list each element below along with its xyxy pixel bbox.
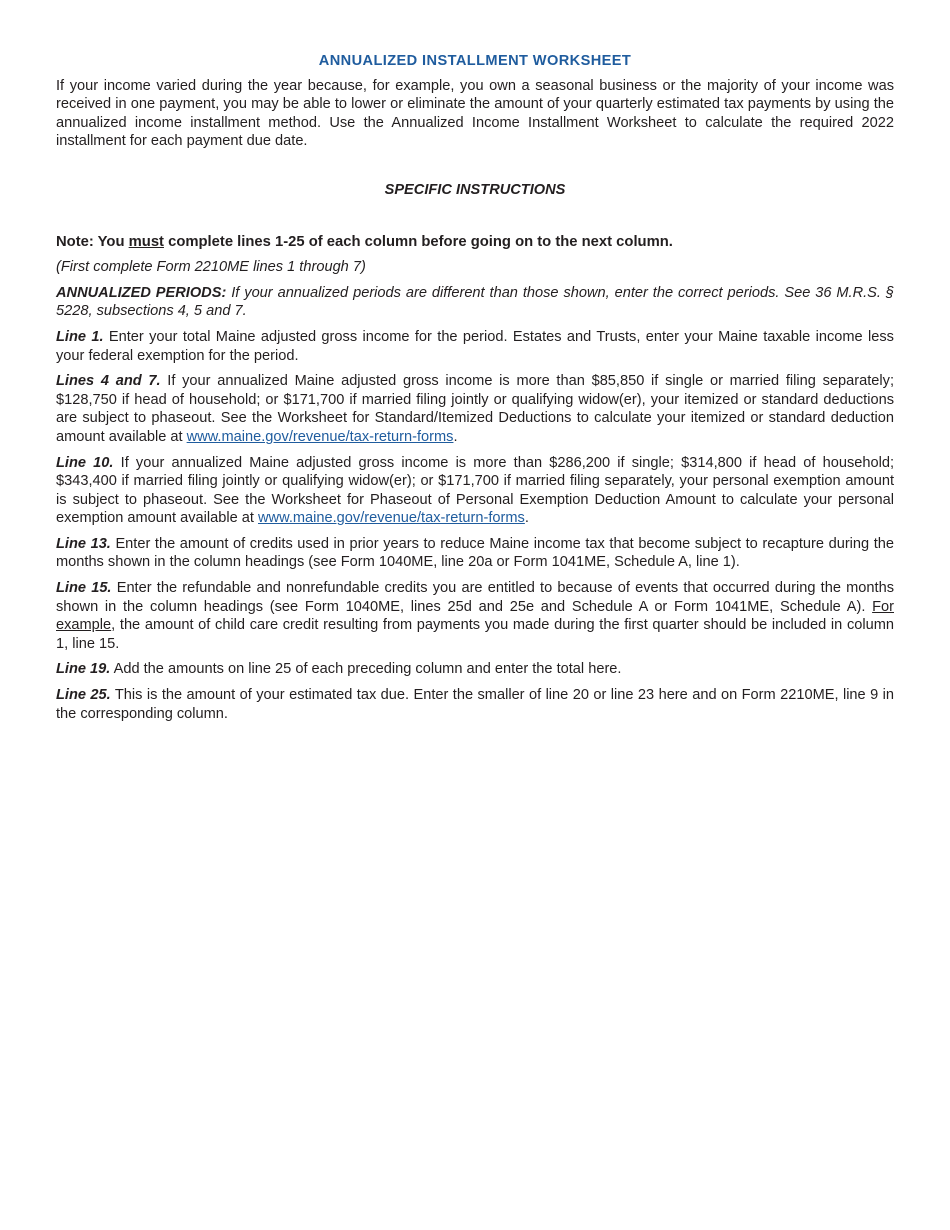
lines-4-7-period: . xyxy=(453,428,458,445)
lines-4-7-paragraph xyxy=(56,372,894,446)
annualized-periods-text: If your annualized periods are different than those shown, enter the correct periods. See 36 M.R.S. § 5228, subsections 4, 5 and 7. xyxy=(56,284,895,320)
line-13-text: Enter the amount of credits used in prior years to reduce Maine income tax that become subject to recapture during the months shown in the column headings (see Form 1040ME, line 20a or Form 1041ME, Schedule A, line 1). xyxy=(56,535,895,571)
line-13-label: Line 13. xyxy=(56,535,111,552)
note-emphasis: must xyxy=(128,233,164,250)
line-19-text: Add the amounts on line 25 of each preceding column and enter the total here. xyxy=(110,661,622,678)
line-1-label: Line 1. xyxy=(56,328,104,345)
line-13-paragraph xyxy=(56,535,894,572)
line-1-paragraph xyxy=(56,328,894,365)
note-text: Note: You xyxy=(56,233,129,250)
lines-4-7-text: If your annualized Maine adjusted gross income is more than $85,850 if single or married filing separately; $128,750 if head of household; or $171,700 if married filing jointly or qualifying widow(er), your itemized or standard deductions are subject to phaseout. See the Worksheet for Standard/Itemized Deductions to calculate your itemized or standard deduction amount available at xyxy=(56,373,894,445)
line-25-label: Line 25. xyxy=(56,687,111,704)
line-15-label: Line 15. xyxy=(56,580,112,597)
annualized-periods-label: ANNUALIZED PERIODS: xyxy=(56,284,227,301)
line-15-text: Enter the refundable and nonrefundable credits you are entitled to because of events that occurred during the months shown in the column headings (see Form 1040ME, lines 25d and 25e and Schedule A or Form 1041ME, Schedule A). xyxy=(56,580,894,615)
line-19-label: Line 19. xyxy=(56,661,111,678)
line-25-text: This is the amount of your estimated tax due. Enter the smaller of line 20 or line 23 here and on Form 2210ME, line 9 in the corresponding column. xyxy=(56,687,894,722)
note-paragraph xyxy=(56,233,894,252)
tax-forms-link[interactable]: www.maine.gov/revenue/tax-return-forms xyxy=(258,510,525,527)
annualized-periods-paragraph xyxy=(56,284,894,321)
line-15-text-end: , the amount of child care credit resulting from payments you made during the first quarter should be included in column 1, line 15. xyxy=(56,617,894,652)
section-heading: SPECIFIC INSTRUCTIONS xyxy=(384,181,566,198)
intro-paragraph: If your income varied during the year because, for example, you own a seasonal business or the majority of your income was received in one payment, you may be able to lower or eliminate the amount of your quarterly estimated tax payments by using the annualized income installment method. Use the Annualized Income Installment Worksheet to calculate the required 2022 installment for each payment due date. xyxy=(56,77,894,150)
note-text-end: complete lines 1-25 of each column before going on to the next column. xyxy=(163,233,673,250)
line-10-paragraph xyxy=(56,454,894,528)
line-10-text: If your annualized Maine adjusted gross income is more than $286,200 if single; $314,800 if head of household; $343,400 if married filing jointly or qualifying widow(er); or $171,700 if married filing separately, your personal exemption amount is subject to phaseout. See the Worksheet for Phaseout of Personal Exemption Deduction Amount to calculate your personal exemption amount available at xyxy=(56,454,894,527)
page-title: ANNUALIZED INSTALLMENT WORKSHEET xyxy=(318,53,632,69)
line-1-text: Enter your total Maine adjusted gross income for the period. Estates and Trusts, enter your Maine taxable income less your federal exemption for the period. xyxy=(56,328,894,364)
line-10-label: Line 10. xyxy=(56,454,114,471)
line-25-paragraph xyxy=(56,686,894,723)
line-10-period: . xyxy=(524,510,529,527)
line-15-emphasis: For example xyxy=(56,598,894,634)
line-15-paragraph xyxy=(56,579,894,653)
line-19-paragraph xyxy=(56,660,894,679)
first-complete-note: (First complete Form 2210ME lines 1 through 7) xyxy=(56,259,366,276)
lines-4-7-label: Lines 4 and 7. xyxy=(56,373,161,390)
tax-forms-link[interactable]: www.maine.gov/revenue/tax-return-forms xyxy=(186,428,454,445)
